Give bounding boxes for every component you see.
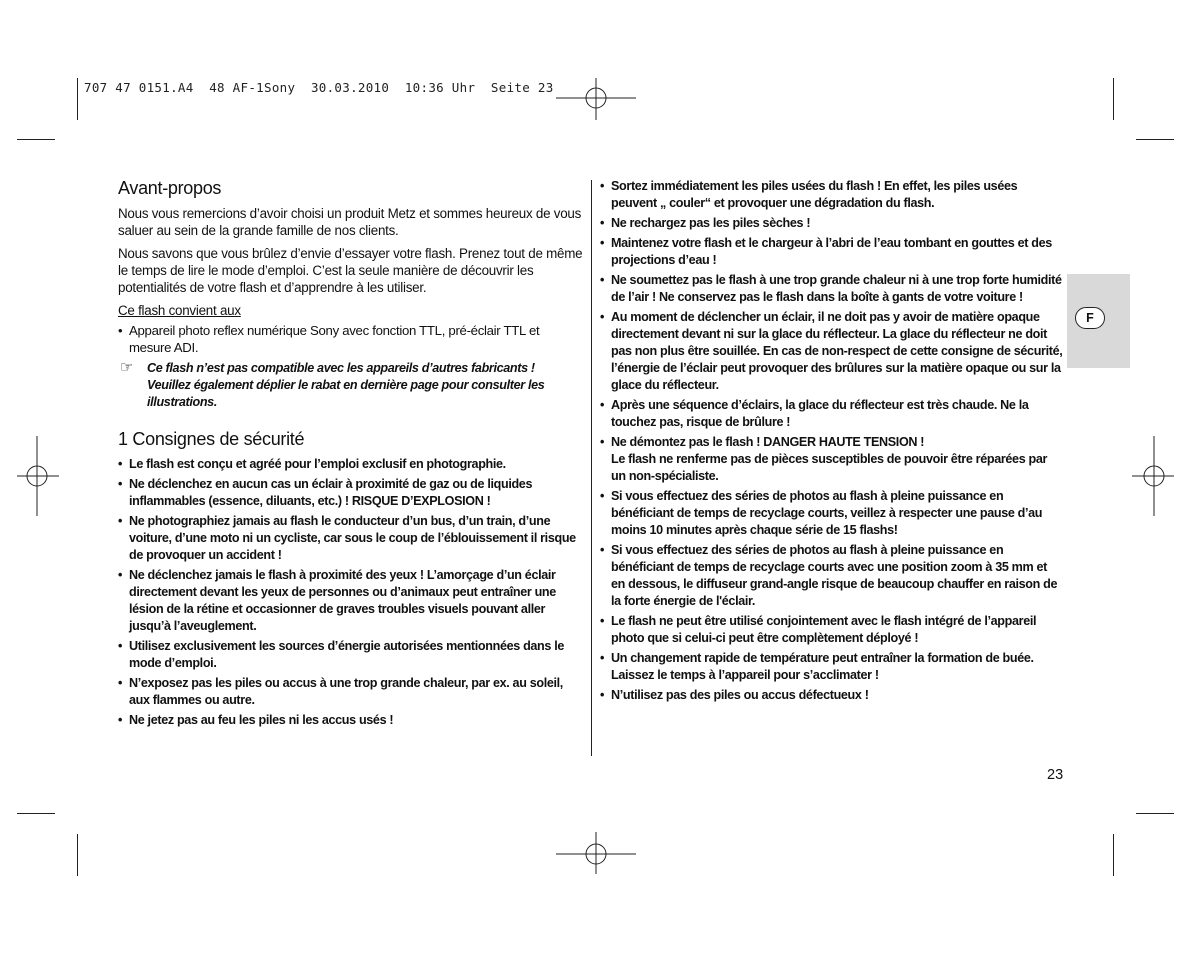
crop-mark-top-right-vertical <box>1113 78 1114 120</box>
safety-item: • N’exposez pas les piles ou accus à une trop grande chaleur, par ex. au soleil, aux flammes ou autre. <box>118 675 584 709</box>
crop-mark-top-left-vertical <box>77 78 78 120</box>
safety-item: • Le flash ne peut être utilisé conjointement avec le flash intégré de l’appareil photo que si celui-ci peut être complètement déployé ! <box>600 613 1064 647</box>
foreword-paragraph-1: Nous vous remercions d’avoir choisi un produit Metz et sommes heureux de vous saluer au sein de la grande famille de nos clients. <box>118 206 582 238</box>
safety-item: • Si vous effectuez des séries de photos au flash à pleine puissance en bénéficiant de temps de recyclage courts, veillez à respecter une pause d’au moins 10 minutes après chaque série de 15 flashs! <box>600 488 1064 539</box>
note-line: Veuillez également déplier le rabat en dernière page pour consulter les illustrations. <box>147 378 545 409</box>
registration-mark-top-icon <box>556 58 636 138</box>
compatibility-list <box>118 322 584 356</box>
crop-mark-bottom-right-vertical <box>1113 834 1114 876</box>
language-badge: F <box>1075 307 1105 329</box>
crop-mark-bottom-left-vertical <box>77 834 78 876</box>
danger-explanation: Le flash ne renferme pas de pièces susceptibles de pouvoir être réparées par un non-spécialiste. <box>611 452 1048 483</box>
safety-item: • Le flash est conçu et agréé pour l’emploi exclusif en photographie. <box>118 456 584 473</box>
safety-item: • Un changement rapide de température peut entraîner la formation de buée. Laissez le temps à l’appareil pour s’acclimater ! <box>600 650 1064 684</box>
danger-line: • Ne démontez pas le flash ! DANGER HAUTE TENSION ! <box>611 435 925 449</box>
registration-mark-bottom-icon <box>556 814 636 894</box>
column-divider <box>591 180 592 756</box>
crop-mark-bottom-right-horizontal <box>1136 813 1174 814</box>
pointing-hand-icon: ☞ <box>120 359 134 376</box>
safety-item: • Ne déclenchez en aucun cas un éclair à proximité de gaz ou de liquides inflammables (essence, diluants, etc.) ! RISQUE D’EXPLOSION ! <box>118 476 584 510</box>
compatibility-item: • Appareil photo reflex numérique Sony avec fonction TTL, pré-éclair TTL et mesure ADI. <box>118 322 584 356</box>
safety-item: • Sortez immédiatement les piles usées du flash ! En effet, les piles usées peuvent „ couler“ et provoquer une dégradation du flash. <box>600 178 1064 212</box>
right-column <box>600 178 1064 707</box>
crop-mark-top-right-horizontal <box>1136 139 1174 140</box>
safety-item: • Au moment de déclencher un éclair, il ne doit pas y avoir de matière opaque directement devant ni sur la glace du réflecteur. La glace du réflecteur ne doit pas non plus être souillée. En cas de non-respect de cette consigne de sécurité, l’énergie de l’éclair peut provoquer des brûlures sur la matière opaque ou sur la glace du réflecteur. <box>600 309 1064 394</box>
safety-item: • N’utilisez pas des piles ou accus défectueux ! <box>600 687 1064 704</box>
safety-heading: 1 Consignes de sécurité <box>118 429 305 449</box>
safety-item: • Ne rechargez pas les piles sèches ! <box>600 215 1064 232</box>
safety-item: • Ne déclenchez jamais le flash à proximité des yeux ! L’amorçage d’un éclair directement devant les yeux de personnes ou d’animaux peut entraîner une lésion de la rétine et occasionner de graves troubles visuels pouvant aller jusqu’à l’aveuglement. <box>118 567 584 635</box>
crop-mark-bottom-left-horizontal <box>17 813 55 814</box>
safety-item: • Ne soumettez pas le flash à une trop grande chaleur ni à une trop forte humidité de l’air ! Ne conservez pas le flash dans la boîte à gants de votre voiture ! <box>600 272 1064 306</box>
safety-item: • Maintenez votre flash et le chargeur à l’abri de l’eau tombant en gouttes et des projections d’eau ! <box>600 235 1064 269</box>
safety-item: • Si vous effectuez des séries de photos au flash à pleine puissance en bénéficiant de temps de recyclage courts avec une position zoom à 35 mm et en dessous, le diffuseur grand-angle risque de beaucoup chauffer en raison de la forte énergie de l'éclair. <box>600 542 1064 610</box>
foreword-paragraph-2: Nous savons que vous brûlez d’envie d’essayer votre flash. Prenez tout de même le temps de lire le mode d’emploi. C’est la seule manière de découvrir les potentialités de votre flash et d’apprendre à les utiliser. <box>118 246 583 295</box>
safety-item: • Ne photographiez jamais au flash le conducteur d’un bus, d’un train, d’une voiture, d’une moto ni un cycliste, car sous le coup de l’éblouissement il risque de provoquer un accident ! <box>118 513 584 564</box>
registration-mark-right-icon <box>1114 436 1194 516</box>
foreword-heading: Avant-propos <box>118 178 222 198</box>
registration-mark-left-icon <box>0 436 77 516</box>
compatibility-heading: Ce flash convient aux <box>118 303 241 318</box>
note-line: Ce flash n’est pas compatible avec les appareils d’autres fabricants ! <box>147 361 535 375</box>
safety-item: • Après une séquence d’éclairs, la glace du réflecteur est très chaude. Ne la touchez pas, risque de brûlure ! <box>600 397 1064 431</box>
safety-item: • Ne jetez pas au feu les piles ni les accus usés ! <box>118 712 584 729</box>
safety-list <box>118 456 584 729</box>
printer-slug: 707 47 0151.A4 48 AF-1Sony 30.03.2010 10:36 Uhr Seite 23 <box>84 80 554 95</box>
crop-mark-top-left-horizontal <box>17 139 55 140</box>
safety-item-danger <box>600 434 1064 485</box>
compatibility-note <box>118 360 584 411</box>
page-number: 23 <box>1047 767 1064 783</box>
safety-list-continued <box>600 178 1064 704</box>
safety-item: • Utilisez exclusivement les sources d’énergie autorisées mentionnées dans le mode d’emploi. <box>118 638 584 672</box>
left-column <box>118 178 584 732</box>
